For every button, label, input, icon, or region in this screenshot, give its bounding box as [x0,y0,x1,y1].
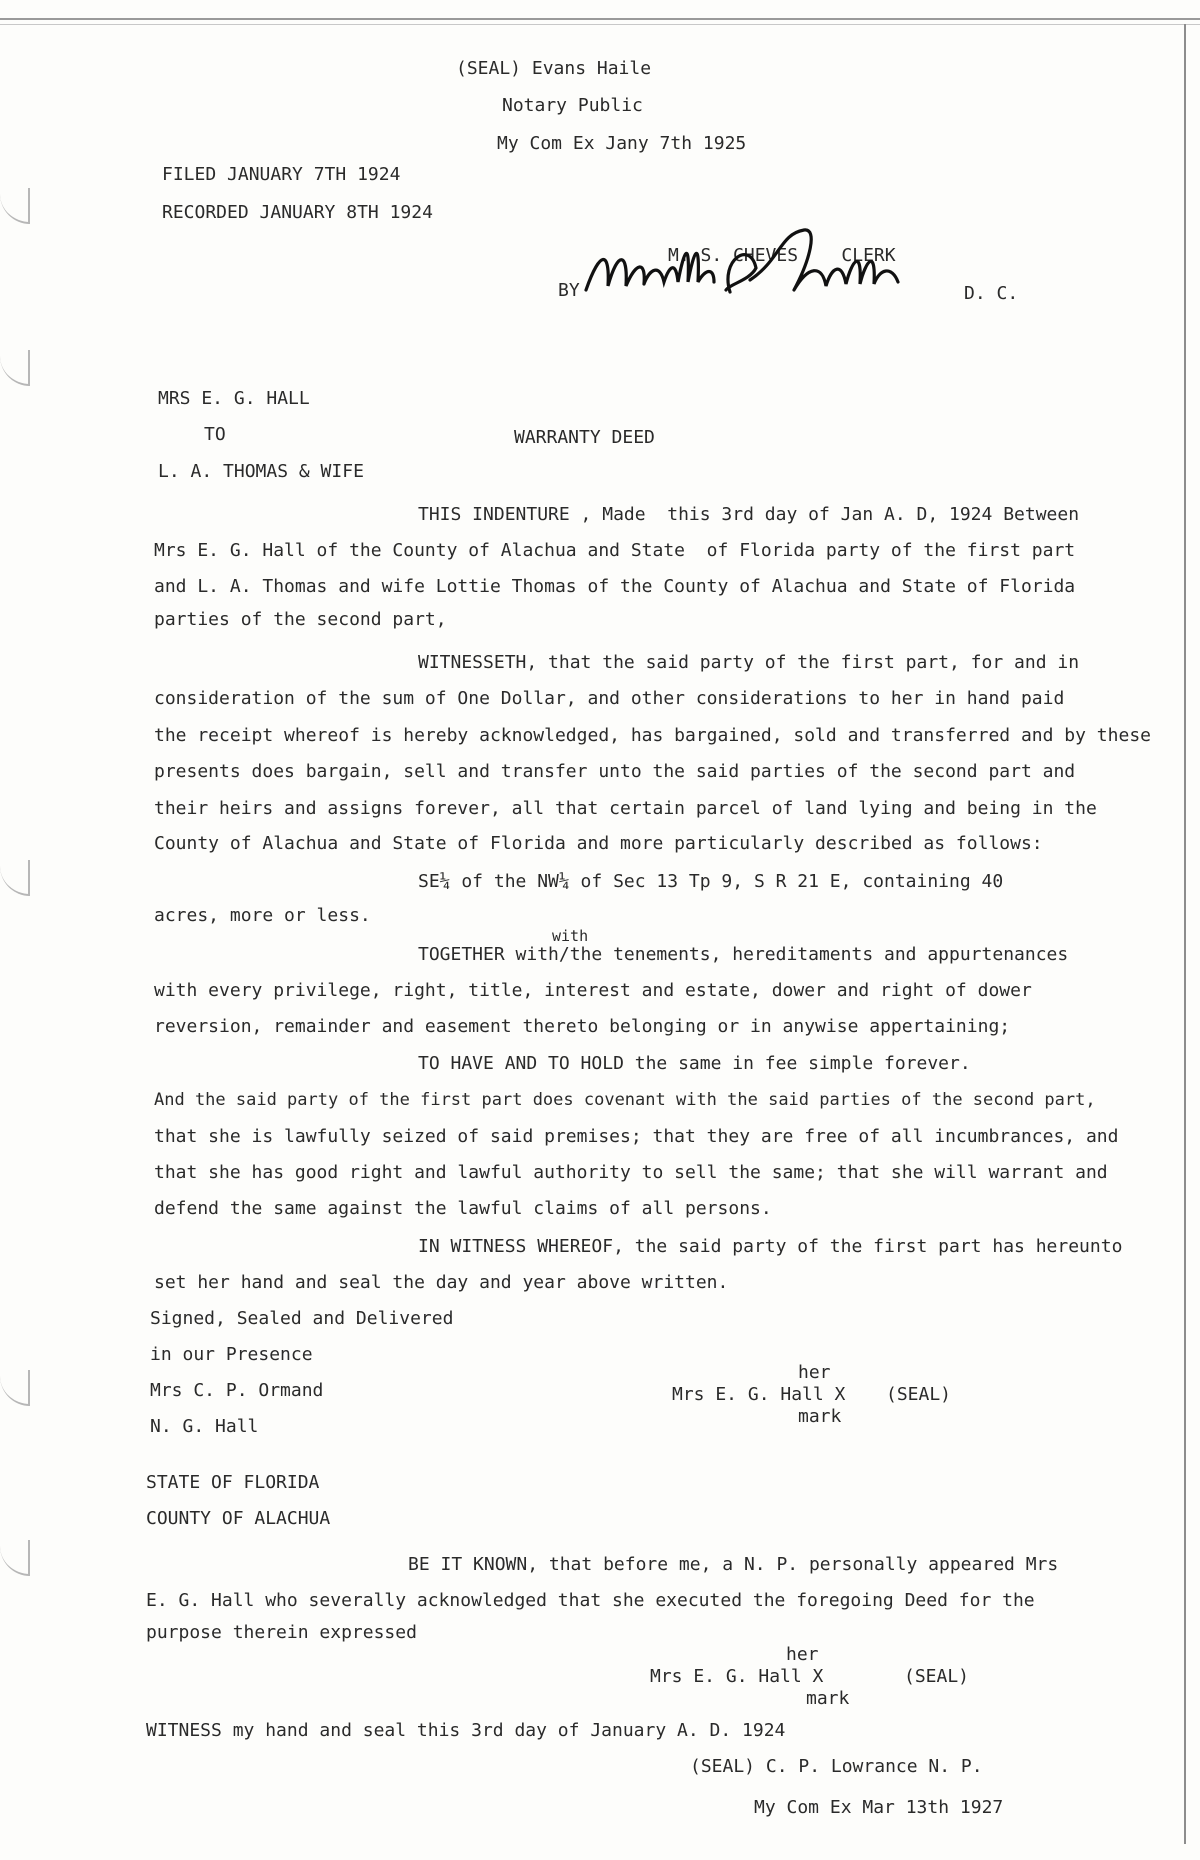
binder-hole-mark [0,860,30,896]
interlineation: with [552,927,589,945]
binder-hole-mark [0,1540,30,1576]
recorded-date: RECORDED JANUARY 8TH 1924 [162,202,433,223]
body-line: set her hand and seal the day and year above written. [154,1272,729,1293]
signature-mark: mark [806,1688,850,1709]
body-line: Mrs E. G. Hall of the County of Alachua and State of Florida party of the first part [154,540,1076,561]
grantor-signature: Mrs E. G. Hall X [672,1384,846,1405]
ack-county: COUNTY OF ALACHUA [146,1508,331,1529]
witness-heading: in our Presence [150,1344,313,1365]
body-line: the receipt whereof is hereby acknowledged, has bargained, sold and transferred and by these [154,725,1151,746]
seal-label: (SEAL) [886,1384,952,1405]
clerk-name: M. S. CHEVES CLERK [668,245,896,266]
ack-line: E. G. Hall who severally acknowledged that she executed the foregoing Deed for the [146,1590,1035,1611]
body-line: that she is lawfully seized of said premises; that they are free of all incumbrances, and [154,1126,1119,1147]
body-line: TOGETHER with/the tenements, hereditaments and appurtenances [418,944,1069,965]
witness-statement: WITNESS my hand and seal this 3rd day of January A. D. 1924 [146,1720,786,1741]
top-rule [0,18,1200,25]
body-line: TO HAVE AND TO HOLD the same in fee simple forever. [418,1053,971,1074]
grantor-caption: MRS E. G. HALL [158,388,310,409]
body-line: acres, more or less. [154,905,371,926]
body-line: parties of the second part, [154,609,447,630]
notary-commission-expiry: My Com Ex Mar 13th 1927 [754,1797,1004,1818]
by-label: BY [558,280,580,301]
body-line: that she has good right and lawful authority to sell the same; that she will warrant and [154,1162,1108,1183]
binder-hole-mark [0,188,30,224]
body-line: THIS INDENTURE , Made this 3rd day of Jan A. D, 1924 Between [418,504,1080,525]
grantee-caption: L. A. THOMAS & WIFE [158,461,364,482]
body-line: with every privilege, right, title, interest and estate, dower and right of dower [154,980,1032,1001]
body-line: their heirs and assigns forever, all that certain parcel of land lying and being in the [154,798,1097,819]
body-line: defend the same against the lawful claims of all persons. [154,1198,772,1219]
seal-label: (SEAL) [904,1666,970,1687]
witness-heading: Signed, Sealed and Delivered [150,1308,454,1329]
notary-title: Notary Public [502,95,643,116]
body-line: County of Alachua and State of Florida and more particularly described as follows: [154,833,1043,854]
witness-name: N. G. Hall [150,1416,259,1437]
signature-mark: mark [798,1406,842,1427]
binder-hole-mark [0,350,30,386]
to-caption: TO [204,424,226,445]
binder-hole-mark [0,1370,30,1406]
signature-her: her [798,1362,831,1383]
document-type: WARRANTY DEED [514,427,655,448]
land-description: SE¼ of the NW¼ of Sec 13 Tp 9, S R 21 E, containing 40 [418,871,1004,892]
ack-line: BE IT KNOWN, that before me, a N. P. personally appeared Mrs [408,1554,1059,1575]
body-line: WITNESSETH, that the said party of the first part, for and in [418,652,1080,673]
notary-seal-name: (SEAL) Evans Haile [456,58,652,79]
body-line: And the said party of the first part does covenant with the said parties of the second part, [154,1090,1096,1110]
body-line: and L. A. Thomas and wife Lottie Thomas of the County of Alachua and State of Florida [154,576,1076,597]
body-line: consideration of the sum of One Dollar, and other considerations to her in hand paid [154,688,1065,709]
clerk-handwritten-signature [580,220,910,315]
body-line: IN WITNESS WHEREOF, the said party of the first part has hereunto [418,1236,1123,1257]
notary-name: (SEAL) C. P. Lowrance N. P. [690,1756,983,1777]
notary-commission: My Com Ex Jany 7th 1925 [497,133,747,154]
deputy-clerk-label: D. C. [964,283,1019,304]
ack-state: STATE OF FLORIDA [146,1472,320,1493]
filed-date: FILED JANUARY 7TH 1924 [162,164,401,185]
body-line: presents does bargain, sell and transfer unto the said parties of the second part and [154,761,1076,782]
signature-her: her [786,1644,819,1665]
witness-name: Mrs C. P. Ormand [150,1380,324,1401]
page-right-edge [1184,24,1186,1844]
acknowledger-signature: Mrs E. G. Hall X [650,1666,824,1687]
body-line: reversion, remainder and easement thereto belonging or in anywise appertaining; [154,1016,1011,1037]
ack-line: purpose therein expressed [146,1622,417,1643]
